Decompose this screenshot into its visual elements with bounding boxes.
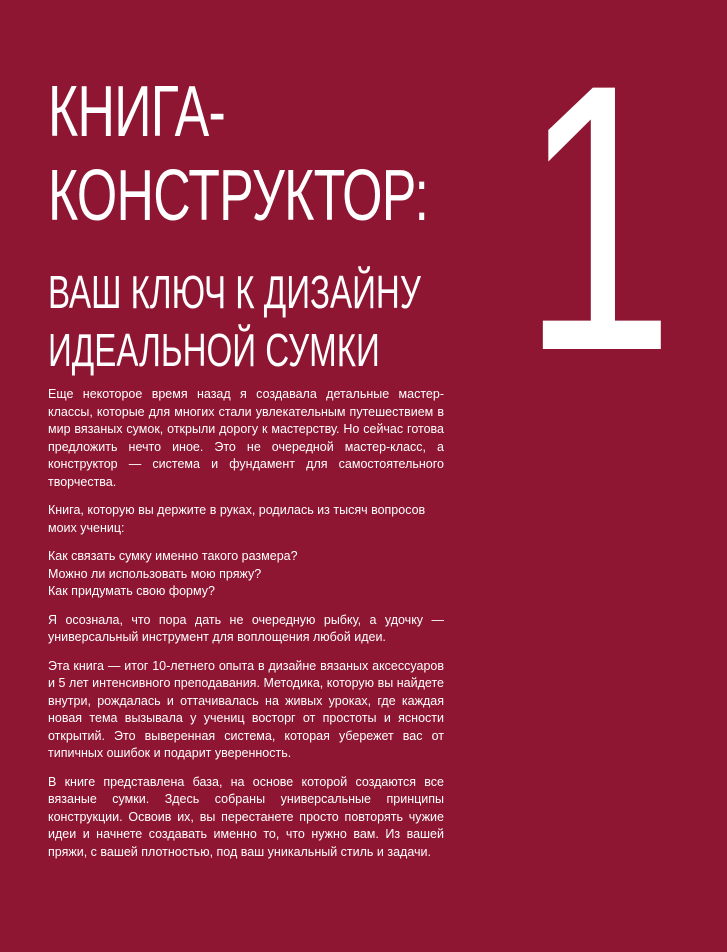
body-text bbox=[48, 386, 444, 872]
paragraph-experience: Эта книга — итог 10-летнего опыта в дизайне вязаных аксессуаров и 5 лет интенсивного преподавания. Методика, которую вы найдете внутри, рождалась и оттачивалась на живых уроках, где каждая новая тема вызывала у учениц восторг от простоты и ясности открытий. Это выверенная система, которая убережет вас от типичных ошибок и подарит уверенность. bbox=[48, 658, 444, 760]
question-2: Можно ли использовать мою пряжу? bbox=[48, 566, 262, 581]
chapter-title-line-2: КОНСТРУКТОР: bbox=[48, 156, 429, 236]
paragraph-insight: Я осознала, что пора дать не очередную рыбку, а удочку — универсальный инструмент для воплощения любой идеи. bbox=[48, 612, 444, 644]
chapter-title bbox=[48, 70, 428, 238]
chapter-subtitle-line-1: ВАШ КЛЮЧ К ДИЗАЙНУ bbox=[48, 266, 421, 318]
question-1: Как связать сумку именно такого размера? bbox=[48, 549, 298, 563]
chapter-number: 1 bbox=[522, 5, 670, 430]
paragraph-base: В книге представлена база, на основе которой создаются все вязаные сумки. Здесь собраны универсальные принципы конструкции. Освоив их, вы перестанете просто повторять чужие идеи и начнете создавать именно то, что нужно вам. Из вашей пряжи, с вашей плотностью, под ваш уникальный стиль и задачи. bbox=[48, 774, 444, 859]
chapter-subtitle bbox=[48, 263, 421, 379]
question-list bbox=[48, 548, 444, 601]
chapter-title-line-1: КНИГА- bbox=[48, 72, 226, 152]
question-3: Как придумать свою форму? bbox=[48, 584, 215, 598]
paragraph-questions-lead: Книга, которую вы держите в руках, родилась из тысяч вопросов моих учениц: bbox=[48, 503, 426, 535]
paragraph-intro: Еще некоторое время назад я создавала детальные мастер-классы, которые для многих стали увлекательным путешествием в мир вязаных сумок, открыли дорогу к мастерству. Но сейчас готова предложить нечто иное. Это не очередной мастер-класс, а конструктор — система и фундамент для самостоятельного творчества. bbox=[48, 387, 444, 489]
chapter-subtitle-line-2: ИДЕАЛЬНОЙ СУМКИ bbox=[48, 324, 380, 376]
